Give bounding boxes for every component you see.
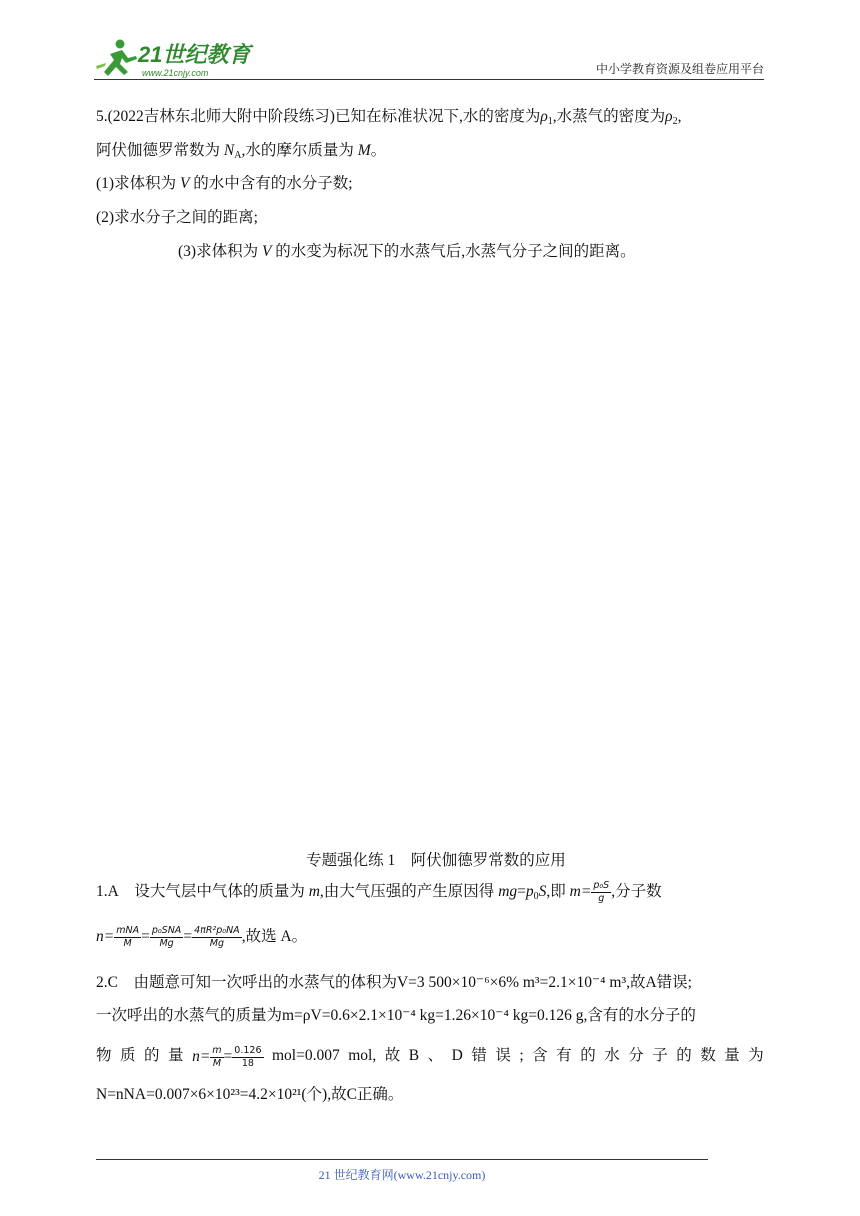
question-line-1: 5.(2022吉林东北师大附中阶段练习)已知在标准状况下,水的密度为$\rho_1$,水蒸气的密度为$\rho_2$, <box>96 108 682 127</box>
question-line-2: 阿伏伽德罗常数为 $N_A$,水的摩尔质量为 M。 <box>96 142 387 161</box>
logo-text: 21世纪教育 <box>138 42 251 67</box>
answer-1-line-2: n= $\frac{\text{mNA}}{M}$ = $\frac{\text{p₀SNA}}{Mg}$ = $\frac{\text{4πR²p₀NA}}{Mg}$ ,故选 A。 <box>96 925 308 949</box>
answer-1-line-1: 1.A 设大气层中气体的质量为 m,由大气压强的产生原因得 $mg=p_0S$,即 m= $\frac{\text{p₀S}}{g}$ ,分子数 <box>96 880 662 904</box>
answer-2-line-2: 一次呼出的水蒸气的质量为m=ρV=0.6×2.1×10⁻⁴ kg=1.26×10⁻⁴ kg=0.126 g,含有的水分子的 <box>96 1007 696 1024</box>
runner-icon <box>96 40 137 77</box>
question-part-3: (3)求体积为 V 的水变为标况下的水蒸气后,水蒸气分子之间的距离。 <box>178 243 636 260</box>
question-part-1: (1)求体积为 V 的水中含有的水分子数; <box>96 175 353 192</box>
question-part-2: (2)求水分子之间的距离; <box>96 209 258 226</box>
fraction-m-over-M: $\frac{m}{M}$ <box>212 1045 222 1069</box>
fraction-p0SNA-over-Mg: $\frac{\text{p₀SNA}}{Mg}$ <box>151 925 182 949</box>
fraction-4piR2-over-Mg: $\frac{\text{4πR²p₀NA}}{Mg}$ <box>194 925 240 949</box>
answer-2-line-4: N=nNA=0.007×6×10²³=4.2×10²¹(个),故C正确。 <box>96 1086 404 1103</box>
section-title: 专题强化练 1 阿伏伽德罗常数的应用 <box>306 852 566 869</box>
site-logo <box>94 36 264 80</box>
fraction-mNA-over-M: $\frac{\text{mNA}}{M}$ <box>116 925 140 949</box>
fraction-p0S-over-g: $\frac{\text{p₀S}}{g}$ <box>593 880 610 904</box>
footer-link[interactable]: 21 世纪教育网(www.21cnjy.com) <box>318 1168 486 1182</box>
site-name: 中小学教育资源及组卷应用平台 <box>595 62 764 76</box>
answer-2-line-3: 物 质 的 量 n= $\frac{m}{M}$ = $\frac{0.126}{18}$ mol=0.007 mol, 故 B 、 D 错 误 ; 含 有 的 水 分 子 的 数 量 为 <box>96 1045 764 1069</box>
header-divider <box>94 79 764 80</box>
logo-url: www.21cnjy.com <box>142 68 209 78</box>
footer-divider <box>96 1159 708 1160</box>
answer-2-line-1: 2.C 由题意可知一次呼出的水蒸气的体积为V=3 500×10⁻⁶×6% m³=2.1×10⁻⁴ m³,故A错误; <box>96 974 692 991</box>
fraction-0126-over-18: $\frac{0.126}{18}$ <box>234 1045 262 1069</box>
